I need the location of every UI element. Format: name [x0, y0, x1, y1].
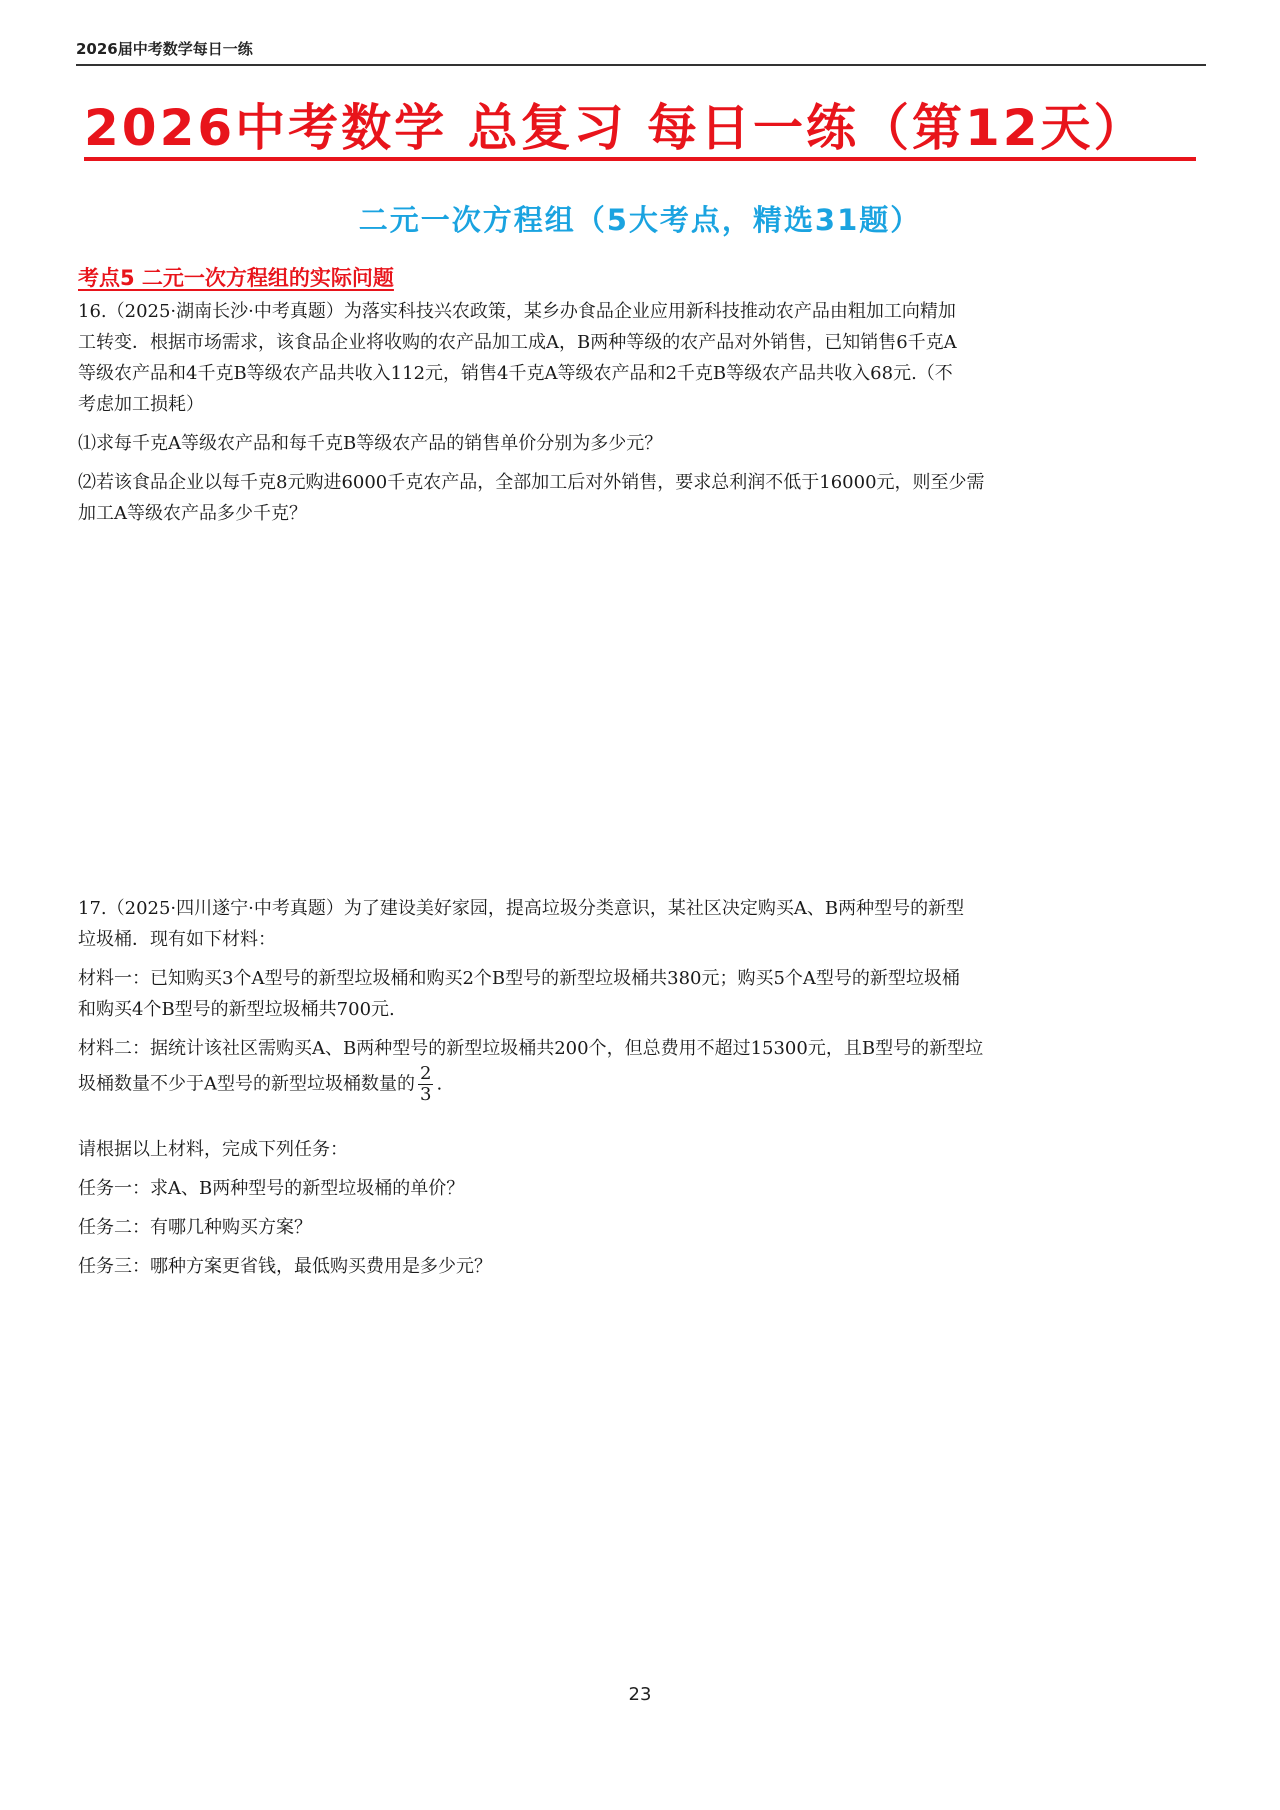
problem-16-question-2-line-1: ⑵若该食品企业以每千克8元购进6000千克农产品，全部加工后对外销售，要求总利润不低于16000元，则至少需 [78, 472, 985, 493]
task-2: 任务二：有哪几种购买方案？ [78, 1217, 312, 1238]
problem-17-line-2: 垃圾桶．现有如下材料： [78, 929, 276, 950]
page-subtitle: 二元一次方程组（5大考点，精选31题） [358, 203, 922, 237]
section-heading: 考点5 二元一次方程组的实际问题 [78, 266, 394, 290]
material-2-line-1: 材料二：据统计该社区需购买A、B两种型号的新型垃圾桶共200个，但总费用不超过15300元，且B型号的新型垃 [78, 1038, 984, 1059]
problem-16-line-4: 考虑加工损耗） [78, 394, 204, 415]
problem-16-question-1: ⑴求每千克A等级农产品和每千克B等级农产品的销售单价分别为多少元？ [78, 433, 663, 454]
fraction-denominator: 3 [420, 1084, 432, 1105]
page-number: 23 [628, 1684, 652, 1705]
material-2-line-2 [78, 1064, 1208, 1105]
problem-16-line-3: 等级农产品和4千克B等级农产品共收入112元，销售4千克A等级农产品和2千克B等级农产品共收入68元.（不 [78, 363, 953, 384]
fraction-two-thirds [418, 1064, 433, 1105]
instruction-line: 请根据以上材料，完成下列任务： [78, 1139, 348, 1160]
material-2-line-2-end: . [436, 1073, 443, 1095]
header-divider [76, 64, 1206, 66]
material-1-line-2: 和购买4个B型号的新型垃圾桶共700元. [78, 999, 395, 1020]
problem-16-line-1: 16.（2025·湖南长沙·中考真题）为落实科技兴农政策，某乡办食品企业应用新科技推动农产品由粗加工向精加 [78, 301, 956, 322]
task-3: 任务三：哪种方案更省钱，最低购买费用是多少元？ [78, 1256, 492, 1277]
material-2-line-2-text: 圾桶数量不少于A型号的新型垃圾桶数量的 [78, 1073, 415, 1095]
problem-16-question-2-line-2: 加工A等级农产品多少千克？ [78, 503, 307, 524]
problem-17-line-1: 17.（2025·四川遂宁·中考真题）为了建设美好家园，提高垃圾分类意识，某社区决定购买A、B两种型号的新型 [78, 898, 965, 919]
title-underline [84, 157, 1196, 161]
page-title: 2026中考数学 总复习 每日一练（第12天） [84, 99, 1147, 157]
material-1-line-1: 材料一：已知购买3个A型号的新型垃圾桶和购买2个B型号的新型垃圾桶共380元；购买5个A型号的新型垃圾桶 [78, 968, 960, 989]
fraction-numerator: 2 [420, 1063, 432, 1084]
running-header: 2026届中考数学每日一练 [76, 40, 253, 58]
problem-16-line-2: 工转变．根据市场需求，该食品企业将收购的农产品加工成A，B两种等级的农产品对外销售，已知销售6千克A [78, 332, 957, 353]
task-1: 任务一：求A、B两种型号的新型垃圾桶的单价？ [78, 1178, 465, 1199]
